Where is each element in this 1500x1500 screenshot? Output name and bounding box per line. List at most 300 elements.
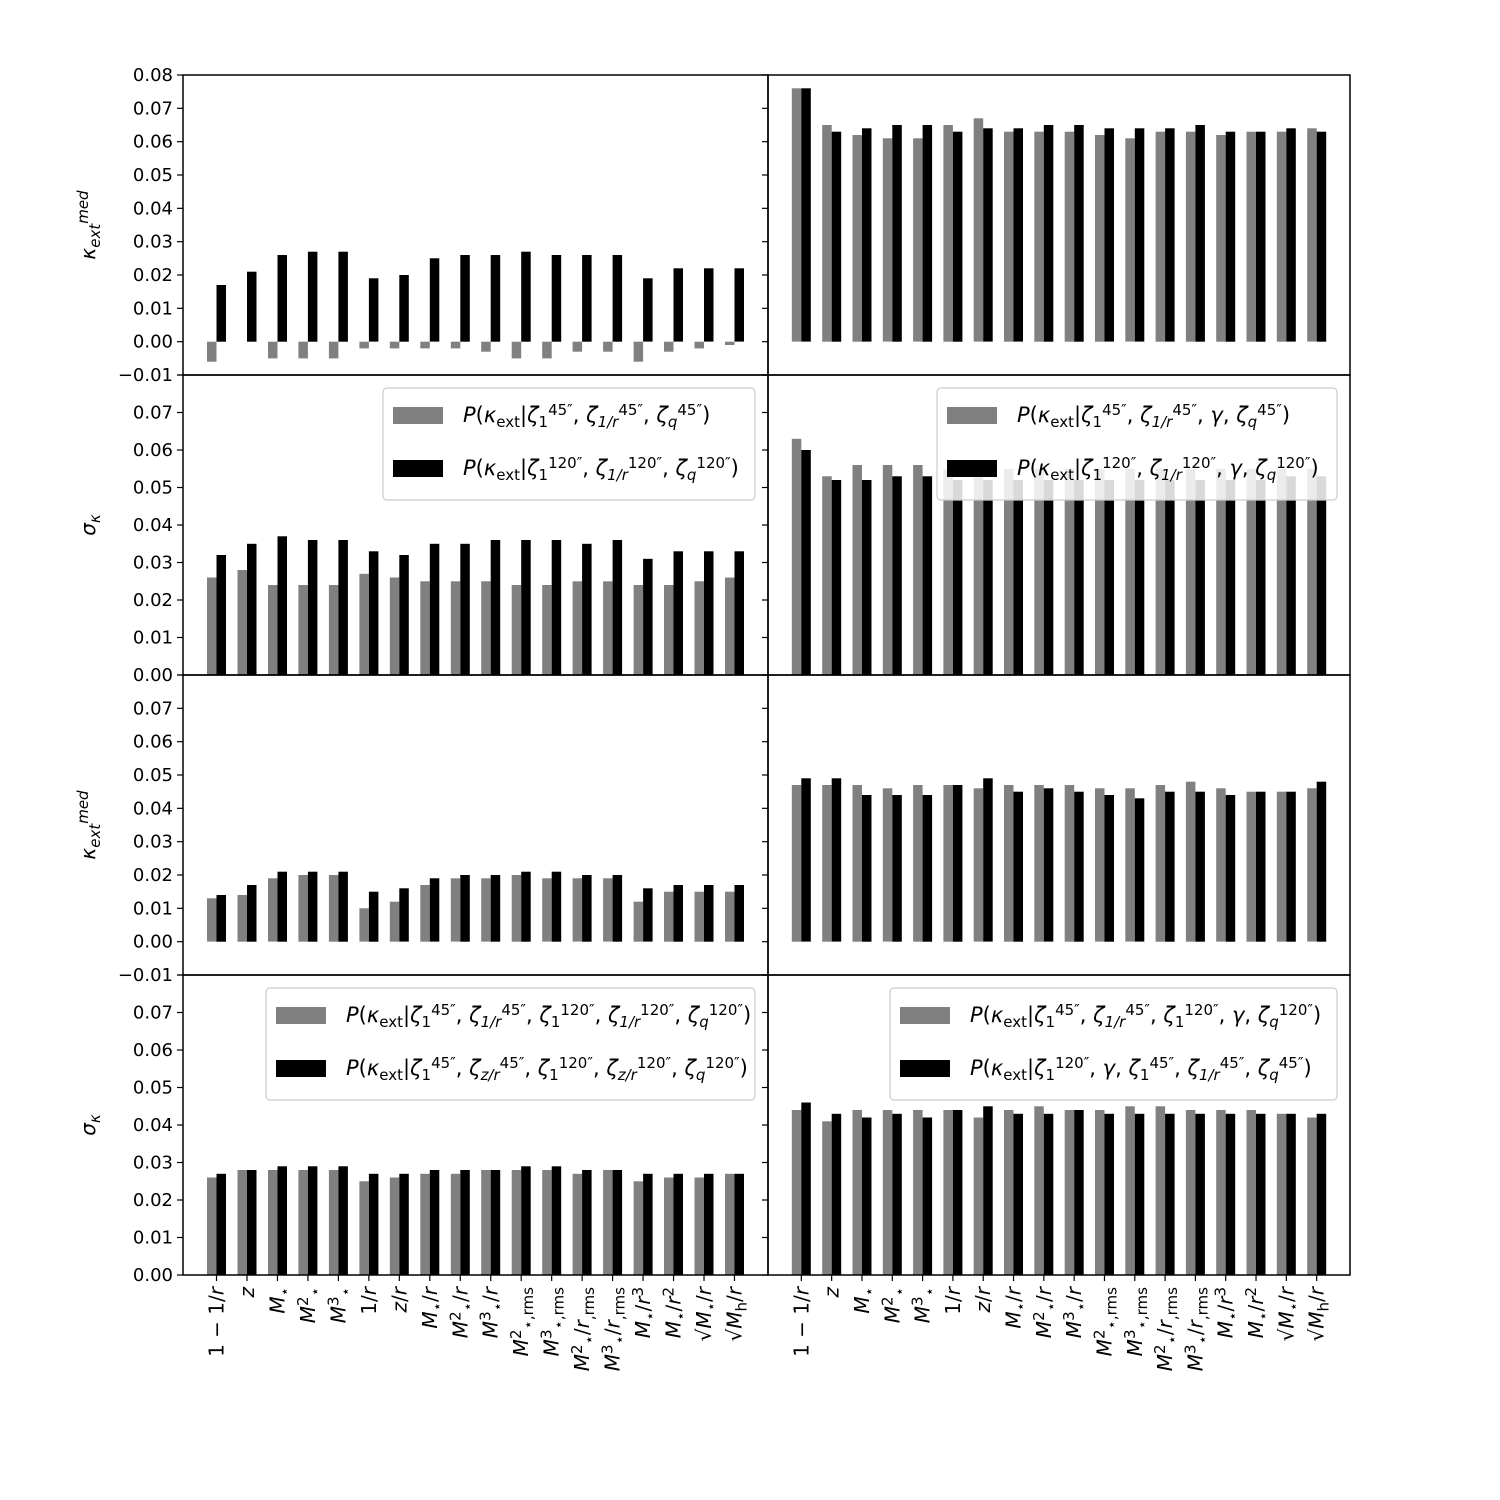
category-label: 1 − 1/r: [204, 1287, 229, 1357]
bar-row4-left-s1-9: [491, 1170, 501, 1275]
bar-row4-right-s1-12: [1165, 1114, 1175, 1275]
bar-row4-right-s1-3: [892, 1114, 902, 1275]
bar-row3-right-s0-16: [1277, 792, 1287, 942]
ytick-label: 0.07: [132, 698, 173, 720]
legend-swatch: [276, 1007, 326, 1024]
bar-row1-right-s1-5: [953, 132, 963, 342]
xtick-label-0: [205, 1285, 229, 1357]
bar-row1-right-s1-1: [832, 132, 842, 342]
bar-row1-right-s0-12: [1156, 132, 1166, 342]
bar-row3-left-s1-1: [247, 885, 257, 942]
xtick-label-3: [879, 1287, 908, 1323]
bar-row4-right-s0-16: [1277, 1114, 1287, 1275]
bar-row3-left-s0-16: [695, 892, 705, 942]
category-label: M3⋆/r,rms: [598, 1287, 629, 1372]
bar-row2-right-s1-12: [1165, 480, 1175, 675]
bar-row1-right-s0-10: [1095, 135, 1105, 342]
ytick-label: 0.03: [132, 1152, 173, 1174]
legend-swatch: [900, 1007, 950, 1024]
bar-row3-left-s1-10: [521, 872, 531, 942]
bar-row4-left-s0-13: [603, 1170, 613, 1275]
bar-row3-right-s1-14: [1226, 795, 1236, 942]
category-label: z: [234, 1287, 259, 1298]
bar-row2-left-s0-5: [359, 574, 369, 675]
ytick-label: 0.00: [132, 665, 173, 686]
bar-row2-left-s0-2: [268, 585, 278, 675]
xtick-label-0: [789, 1285, 813, 1357]
xtick-label-6: [971, 1285, 995, 1313]
bar-row3-right-s0-2: [853, 785, 863, 942]
bar-row2-left-s1-1: [247, 544, 257, 675]
panel-row3-right: [762, 675, 1350, 975]
bar-row4-right-s0-6: [974, 1118, 984, 1276]
ytick-label: 0.03: [132, 552, 173, 574]
bar-row1-right-s0-14: [1216, 135, 1226, 342]
bar-row2-left-s1-7: [430, 544, 440, 675]
bar-row3-right-s0-6: [974, 788, 984, 941]
bar-row3-left-s0-7: [420, 885, 430, 942]
legend-swatch: [393, 407, 443, 424]
bar-row3-left-s0-12: [573, 878, 583, 941]
xtick-label-12: [1151, 1287, 1180, 1371]
ytick-label: 0.06: [132, 440, 173, 461]
category-label: 1/r: [940, 1287, 965, 1315]
bar-row3-left-s0-10: [512, 875, 522, 942]
bar-row3-right-s0-17: [1307, 788, 1317, 941]
bar-row4-left-s0-12: [573, 1174, 583, 1275]
category-label: M3⋆: [908, 1287, 939, 1324]
bar-row3-right-s1-17: [1317, 782, 1327, 942]
category-label: M2⋆/r,rms: [568, 1287, 598, 1372]
bar-row2-left-s1-14: [643, 559, 653, 675]
bar-row2-right-s1-11: [1135, 480, 1145, 675]
category-label: M3⋆,rms: [1121, 1287, 1151, 1357]
bar-row2-right-s1-7: [1014, 480, 1024, 675]
bar-row1-left-s0-6: [390, 342, 400, 349]
bar-row2-left-s1-2: [278, 536, 288, 675]
bar-row3-left-s0-5: [359, 908, 369, 941]
ytick-label: 0.08: [132, 65, 173, 86]
xtick-label-12: [568, 1287, 597, 1371]
bar-row3-left-s1-7: [430, 878, 440, 941]
legend-label: P(κext|ζ145″, ζ1/r45″, ζ1120″, γ, ζq120″): [970, 1001, 1322, 1031]
bar-row1-left-s1-13: [613, 255, 623, 342]
bar-row2-right-s1-13: [1195, 480, 1205, 675]
legend-label: P(κext|ζ1120″, γ, ζ145″, ζ1/r45″, ζq45″): [970, 1054, 1312, 1084]
xtick-label-5: [941, 1285, 965, 1314]
legend-row2-left: [383, 388, 755, 500]
bar-row2-left-s0-17: [725, 578, 735, 676]
category-label: M⋆/r2: [1242, 1287, 1272, 1339]
bar-row1-right-s1-9: [1074, 125, 1084, 342]
bar-row1-left-s0-2: [268, 342, 278, 359]
ytick-label: 0.02: [132, 265, 173, 286]
ytick-label: 0.04: [132, 515, 173, 536]
bar-row2-left-s1-13: [613, 540, 623, 675]
ytick-label: 0.05: [132, 1077, 173, 1099]
legend-label: P(κext|ζ1120″, ζ1/r120″, γ, ζq120″): [1017, 454, 1319, 484]
bar-row4-right-s1-6: [983, 1106, 993, 1275]
bar-row4-left-s1-5: [369, 1174, 379, 1275]
xtick-label-10: [1091, 1287, 1120, 1356]
ytick-label: 0.02: [132, 865, 173, 886]
legend-swatch: [393, 460, 443, 477]
xtick-label-4: [325, 1287, 354, 1323]
bar-row3-right-s0-7: [1004, 785, 1014, 942]
bar-row3-right-s0-10: [1095, 788, 1105, 941]
bar-row2-left-s1-15: [674, 551, 684, 675]
category-label: M⋆/r3: [1211, 1287, 1242, 1339]
bar-row2-left-s0-13: [603, 581, 613, 675]
xtick-label-14: [1212, 1287, 1241, 1338]
bar-row4-right-s1-17: [1317, 1114, 1327, 1275]
bar-row1-right-s0-1: [822, 125, 832, 342]
bar-row4-left-s1-16: [704, 1174, 714, 1275]
ytick-label: 0.04: [132, 1115, 173, 1136]
bar-row4-right-s1-9: [1074, 1110, 1084, 1275]
bar-row3-right-s0-1: [822, 785, 832, 942]
bar-row4-right-s0-12: [1156, 1106, 1166, 1275]
category-label: M⋆/r: [417, 1287, 446, 1329]
bar-row3-right-s0-13: [1186, 782, 1196, 942]
bar-row4-right-s1-10: [1105, 1114, 1115, 1275]
legend-label: P(κext|ζ1120″, ζ1/r120″, ζq120″): [463, 454, 739, 484]
bar-row1-right-s0-13: [1186, 132, 1196, 342]
bar-row4-right-s1-4: [923, 1118, 933, 1276]
xtick-label-17: [722, 1285, 750, 1341]
ytick-label: 0.01: [132, 627, 173, 649]
category-label: M3⋆/r: [476, 1287, 507, 1339]
bar-row1-left-s1-16: [704, 268, 714, 341]
bar-row2-right-s1-0: [801, 450, 811, 675]
bar-row3-right-s0-4: [913, 785, 923, 942]
ytick-label: 0.05: [132, 477, 173, 499]
panel-row1-right: [762, 75, 1350, 375]
bar-row4-left-s1-2: [278, 1166, 288, 1275]
bar-row2-left-s0-12: [573, 581, 583, 675]
bar-row1-left-s1-7: [430, 258, 440, 341]
bar-row3-left-s1-16: [704, 885, 714, 942]
bar-row4-left-s0-1: [238, 1170, 248, 1275]
bar-row1-left-s1-3: [308, 252, 318, 342]
bar-row1-right-s0-3: [883, 138, 893, 341]
legend-swatch: [900, 1060, 950, 1077]
bar-row3-right-s0-8: [1034, 785, 1044, 942]
bar-row3-right-s1-9: [1074, 792, 1084, 942]
bar-row1-left-s0-17: [725, 342, 735, 345]
bar-row2-right-s1-17: [1317, 476, 1327, 675]
bar-row3-left-s1-15: [674, 885, 684, 942]
ytick-label: 0.06: [132, 1040, 173, 1061]
bar-row1-right-s1-8: [1044, 125, 1054, 342]
bar-row3-left-s1-11: [552, 872, 562, 942]
y-axis-label: [74, 190, 103, 260]
ytick-label: 0.07: [132, 402, 173, 424]
bar-row3-right-s1-5: [953, 785, 963, 942]
category-label: M3⋆/r,rms: [1181, 1287, 1211, 1372]
bar-row3-right-s1-4: [923, 795, 933, 942]
bar-row2-right-s1-4: [923, 476, 933, 675]
bar-row4-left-s0-14: [634, 1181, 644, 1275]
bar-row2-left-s1-9: [491, 540, 501, 675]
category-label: M2⋆/r: [1030, 1287, 1060, 1339]
bar-row2-right-s1-9: [1074, 480, 1084, 675]
panel-row3-left: [74, 675, 768, 986]
bar-row4-left-s0-8: [451, 1174, 461, 1275]
bar-row2-left-s0-9: [481, 581, 491, 675]
bar-row4-left-s1-4: [338, 1166, 348, 1275]
bar-row1-right-s0-16: [1277, 132, 1287, 342]
ytick-label: 0.00: [132, 931, 173, 953]
bar-row3-right-s0-3: [883, 788, 893, 941]
bar-row2-right-s0-3: [883, 465, 893, 675]
bar-row1-right-s0-11: [1125, 138, 1135, 341]
bar-row2-right-s1-14: [1226, 480, 1236, 675]
bar-row4-right-s1-15: [1256, 1114, 1266, 1275]
bar-row1-right-s0-0: [792, 88, 802, 341]
category-label: M3⋆: [324, 1287, 354, 1324]
category-label: z/r: [971, 1287, 996, 1313]
xtick-label-7: [418, 1285, 446, 1328]
bar-row3-right-s1-10: [1105, 795, 1115, 942]
bar-row1-right-s1-3: [892, 125, 902, 342]
ytick-label: 0.01: [132, 1227, 173, 1249]
bar-row3-right-s1-2: [862, 795, 872, 942]
bar-row1-left-s1-6: [399, 275, 409, 342]
bar-row4-left-s1-12: [582, 1170, 592, 1275]
bar-row1-left-s0-7: [420, 342, 430, 349]
category-label: √M⋆/r: [692, 1287, 720, 1342]
bar-row1-right-s0-5: [943, 125, 953, 342]
xtick-label-14: [629, 1287, 658, 1338]
bar-row2-right-s0-1: [822, 476, 832, 675]
bar-row4-left-s1-11: [552, 1166, 562, 1275]
bar-row4-right-s0-4: [913, 1110, 923, 1275]
xtick-label-13: [1182, 1287, 1211, 1371]
bar-row1-right-s1-13: [1195, 125, 1205, 342]
bar-row1-left-s1-14: [643, 278, 653, 341]
legend-label: P(κext|ζ145″, ζ1/r45″, γ, ζq45″): [1017, 401, 1291, 431]
bar-row2-left-s0-0: [207, 578, 217, 676]
bar-row3-left-s1-17: [735, 885, 745, 942]
legend-label: P(κext|ζ145″, ζ1/r45″, ζq45″): [463, 401, 711, 431]
bar-row2-left-s1-17: [735, 551, 745, 675]
bar-row1-right-s1-10: [1105, 128, 1115, 341]
bar-row2-left-s0-1: [238, 570, 248, 675]
category-label: 1/r: [356, 1287, 381, 1315]
bar-row1-left-s1-1: [247, 272, 257, 342]
category-label: M⋆/r3: [629, 1287, 659, 1339]
bar-row1-right-s0-6: [974, 118, 984, 341]
bar-row3-left-s1-3: [308, 872, 318, 942]
bar-row1-right-s0-2: [853, 135, 863, 342]
bar-row1-left-s0-11: [542, 342, 552, 359]
y-axis-label: [76, 1114, 104, 1136]
bar-row4-left-s0-16: [695, 1178, 705, 1276]
legend-swatch: [947, 460, 997, 477]
category-label: √Mh/r: [722, 1287, 750, 1342]
ylabel-kappa: κextmed: [74, 790, 104, 860]
bar-row4-left-s0-15: [664, 1178, 674, 1276]
bar-row3-right-s1-11: [1135, 798, 1145, 941]
bar-row2-right-s0-4: [913, 465, 923, 675]
ytick-label: 0.03: [132, 231, 173, 253]
bar-row4-left-s1-13: [613, 1170, 623, 1275]
bar-row1-left-s1-12: [582, 255, 592, 342]
bar-row3-right-s1-6: [983, 778, 993, 941]
bar-row1-left-s0-16: [695, 342, 705, 349]
bar-row1-left-s0-10: [512, 342, 522, 359]
bar-row4-right-s0-1: [822, 1121, 832, 1275]
bar-row2-left-s0-10: [512, 585, 522, 675]
bar-row3-right-s1-3: [892, 795, 902, 942]
bar-row1-right-s0-17: [1307, 128, 1317, 341]
ylabel-sigma: σκ: [76, 1114, 104, 1136]
bar-row1-right-s1-2: [862, 128, 872, 341]
bar-row4-right-s0-15: [1247, 1110, 1257, 1275]
xtick-label-4: [909, 1287, 938, 1323]
category-label: z/r: [387, 1287, 412, 1313]
bar-row3-left-s0-8: [451, 878, 461, 941]
bar-row1-right-s0-4: [913, 138, 923, 341]
bar-row1-left-s1-4: [338, 252, 348, 342]
legend-swatch: [947, 407, 997, 424]
bar-row2-left-s0-7: [420, 581, 430, 675]
ytick-label: 0.07: [132, 1002, 173, 1024]
ytick-label: 0.00: [132, 331, 173, 353]
bar-row2-left-s1-4: [338, 540, 348, 675]
category-label: M2⋆: [294, 1287, 324, 1324]
bar-row4-right-s0-8: [1034, 1106, 1044, 1275]
xtick-label-2: [850, 1287, 878, 1314]
ytick-label: 0.05: [132, 765, 173, 786]
bar-row3-right-s0-5: [943, 785, 953, 942]
bar-row3-right-s1-7: [1014, 792, 1024, 942]
bar-row2-left-s0-4: [329, 585, 339, 675]
bar-row3-left-s1-12: [582, 875, 592, 942]
bar-row2-right-s1-3: [892, 476, 902, 675]
xtick-label-9: [477, 1285, 506, 1338]
ytick-label: −0.01: [117, 365, 173, 386]
category-label: M⋆: [849, 1287, 878, 1314]
bar-row4-left-s0-2: [268, 1170, 278, 1275]
bar-row1-left-s1-8: [460, 255, 470, 342]
bar-row4-left-s0-17: [725, 1174, 735, 1275]
bar-row2-left-s0-14: [634, 585, 644, 675]
ytick-label: 0.06: [132, 731, 173, 753]
bar-row2-right-s1-2: [862, 480, 872, 675]
bar-row4-left-s1-1: [247, 1170, 257, 1275]
bar-row1-left-s0-5: [359, 342, 369, 349]
category-label: M2⋆: [878, 1287, 908, 1324]
bar-row3-right-s1-15: [1256, 792, 1266, 942]
bar-row3-right-s1-0: [801, 778, 811, 941]
bar-row1-left-s1-11: [552, 255, 562, 342]
bar-row2-left-s1-12: [582, 544, 592, 675]
bar-row2-left-s1-8: [460, 544, 470, 675]
bar-row3-left-s1-4: [338, 872, 348, 942]
category-label: M3⋆,rms: [537, 1287, 568, 1357]
bar-row4-right-s0-2: [853, 1110, 863, 1275]
xtick-label-16: [1274, 1285, 1302, 1341]
bar-row3-left-s1-14: [643, 888, 653, 941]
xtick-label-1: [820, 1287, 844, 1299]
bar-row1-right-s1-16: [1286, 128, 1296, 341]
xtick-label-16: [692, 1285, 720, 1341]
bar-row3-right-s0-9: [1065, 785, 1075, 942]
bar-row3-left-s0-0: [207, 898, 217, 941]
bar-row2-right-s0-2: [853, 465, 863, 675]
legend-row4-right: [890, 988, 1337, 1100]
bar-row3-left-s0-11: [542, 878, 552, 941]
bar-row1-right-s1-11: [1135, 128, 1145, 341]
bar-row3-left-s0-6: [390, 902, 400, 942]
ytick-label: 0.02: [132, 590, 173, 611]
bar-row2-left-s1-5: [369, 551, 379, 675]
category-label: M3⋆/r: [1060, 1287, 1090, 1339]
bar-row3-left-s0-9: [481, 878, 491, 941]
bar-row3-left-s1-9: [491, 875, 501, 942]
ytick-label: 0.04: [132, 198, 173, 220]
bar-row4-left-s0-5: [359, 1181, 369, 1275]
bar-row1-left-s0-14: [634, 342, 644, 362]
bar-row1-right-s0-9: [1065, 132, 1075, 342]
bar-row4-left-s1-7: [430, 1170, 440, 1275]
bar-row3-left-s0-17: [725, 892, 735, 942]
bar-row4-right-s1-0: [801, 1103, 811, 1276]
bar-row4-left-s1-10: [521, 1166, 531, 1275]
bar-row4-left-s0-0: [207, 1178, 217, 1276]
bar-row4-right-s0-0: [792, 1110, 802, 1275]
bar-row1-right-s1-17: [1317, 132, 1327, 342]
ylabel-kappa: κextmed: [74, 190, 104, 260]
xtick-label-8: [1030, 1285, 1059, 1338]
bar-row4-left-s0-3: [298, 1170, 308, 1275]
bar-row2-right-s1-10: [1105, 480, 1115, 675]
ytick-label: 0.02: [132, 1190, 173, 1211]
bar-row4-left-s1-8: [460, 1170, 470, 1275]
bar-row4-left-s0-4: [329, 1170, 339, 1275]
bar-row2-right-s0-0: [792, 439, 802, 675]
bar-row2-left-s1-10: [521, 540, 531, 675]
bar-row1-left-s1-10: [521, 252, 531, 342]
bar-row4-left-s1-6: [399, 1174, 409, 1275]
ytick-label: 0.06: [132, 131, 173, 153]
bar-row1-right-s1-15: [1256, 132, 1266, 342]
category-label: M⋆: [265, 1287, 293, 1314]
bar-row4-right-s0-17: [1307, 1118, 1317, 1276]
xtick-label-15: [1242, 1287, 1271, 1338]
category-label: z: [819, 1287, 844, 1298]
bar-row2-left-s1-16: [704, 551, 714, 675]
bar-row1-right-s1-14: [1226, 132, 1236, 342]
bar-row1-left-s1-0: [217, 285, 227, 342]
bar-row3-left-s0-1: [238, 895, 248, 942]
category-label: M2⋆/r: [446, 1287, 476, 1339]
bar-row1-right-s1-7: [1014, 128, 1024, 341]
category-label: √Mh/r: [1304, 1287, 1333, 1342]
category-label: M⋆/r: [1001, 1287, 1030, 1329]
bar-row4-right-s0-14: [1216, 1110, 1226, 1275]
bar-row3-left-s0-15: [664, 892, 674, 942]
bar-row4-left-s0-6: [390, 1178, 400, 1276]
bar-row2-left-s1-3: [308, 540, 318, 675]
bar-row3-right-s1-13: [1195, 792, 1205, 942]
bar-row1-left-s1-2: [278, 255, 288, 342]
bar-row3-left-s0-4: [329, 875, 339, 942]
bar-row4-right-s1-1: [832, 1114, 842, 1275]
y-axis-label: [74, 790, 103, 860]
